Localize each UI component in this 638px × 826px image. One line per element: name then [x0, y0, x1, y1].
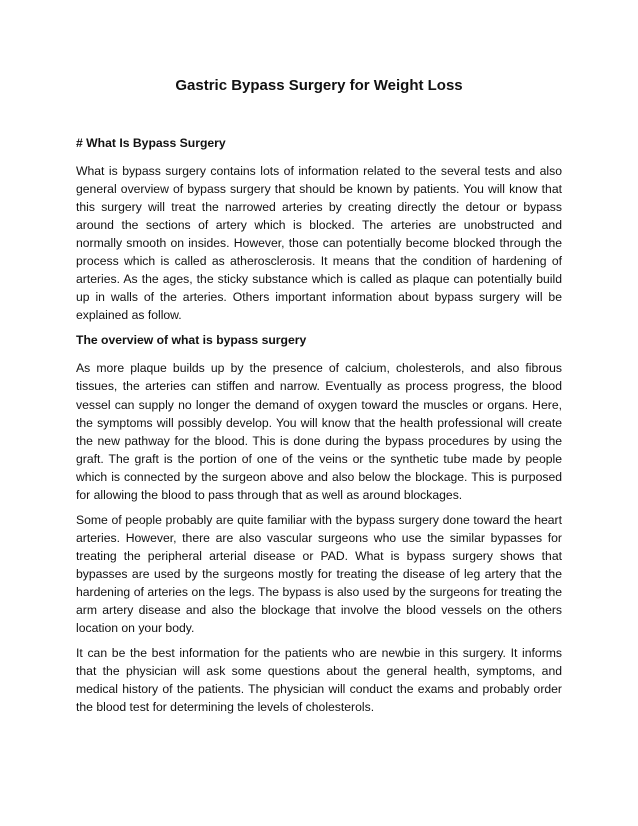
document-body: [76, 134, 562, 716]
paragraph-vascular: Some of people probably are quite familiar with the bypass surgery done toward the heart arteries. However, there are also vascular surgeons who use the similar bypasses for treating the peripheral arterial disease or PAD. What is bypass surgery shows that bypasses are used by the surgeons mostly for treating the disease of leg artery that the hardening of arteries on the legs. The bypass is also used by the surgeons for treating the arm artery disease and also the blockage that involve the blood vessels on the others location on your body.: [76, 512, 562, 636]
subheading-overview: The overview of what is bypass surgery: [76, 333, 307, 348]
document-title: Gastric Bypass Surgery for Weight Loss: [175, 77, 463, 94]
paragraph-overview: As more plaque builds up by the presence of calcium, cholesterols, and also fibrous tissues, the arteries can stiffen and narrow. Eventually as process progress, the blood vessel can supply no longer the demand of oxygen toward the muscles or organs. Here, the symptoms will possibly develop. You will know that the health professional will create the new pathway for the blood. This is done during the bypass procedures by using the graft. The graft is the portion of one of the veins or the synthetic tube made by people which is connected by the surgeon above and also below the blockage. This is purposed for allowing the blood to pass through that as well as around blockages.: [76, 361, 562, 502]
section-heading: # What Is Bypass Surgery: [76, 136, 226, 150]
paragraph-intro: What is bypass surgery contains lots of information related to the several tests and also general overview of bypass surgery that should be known by patients. You will know that this surgery will treat the narrowed arteries by creating directly the detour or bypass around the sections of artery which is blocked. The arteries are unobstructed and normally smooth on insides. However, those can potentially become blocked through the process which is called as atherosclerosis. It means that the condition of hardening of arteries. As the ages, the sticky substance which is called as plaque can potentially build up in walls of the arteries. Others important information about bypass surgery will be explained as follow.: [76, 164, 562, 323]
paragraph-patients: It can be the best information for the patients who are newbie in this surgery. It informs that the physician will ask some questions about the general health, symptoms, and medical history of the patients. The physician will conduct the exams and probably order the blood test for determining the levels of cholesterols.: [76, 646, 562, 715]
